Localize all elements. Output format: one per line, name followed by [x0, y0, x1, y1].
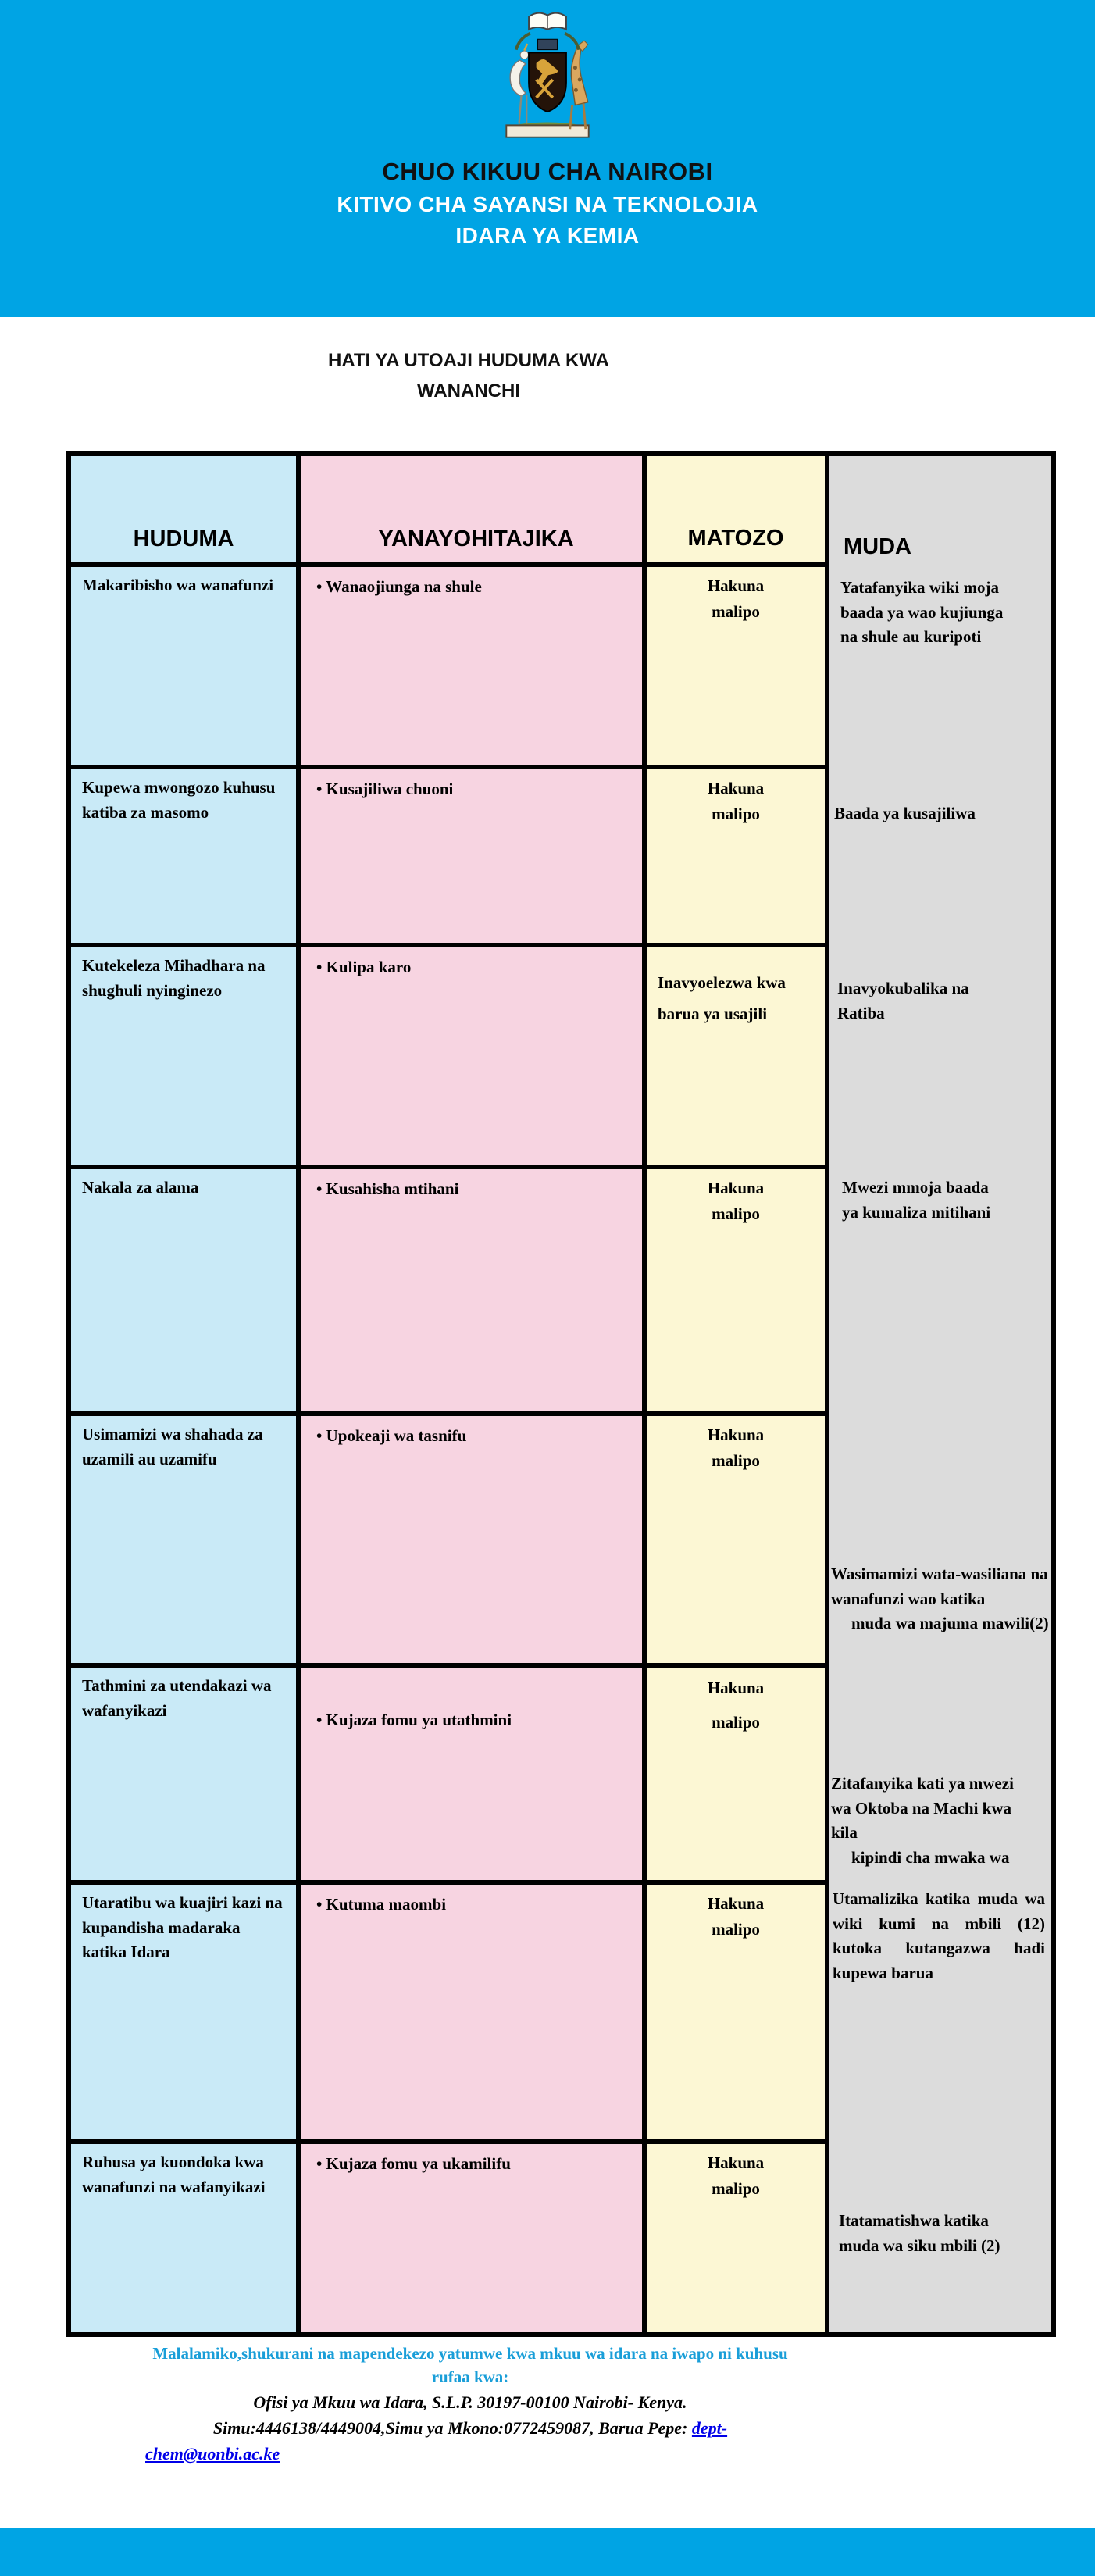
duration-cell [829, 1771, 1015, 1870]
requirement-cell: • Kulipa karo [301, 947, 647, 1169]
footer-note [145, 2342, 795, 2466]
column-header-yanayohitajika: YANAYOHITAJIKA [301, 456, 647, 567]
document-title-line1: HATI YA UTOAJI HUDUMA KWA [327, 350, 610, 371]
university-name: CHUO KIKUU CHA NAIROBI [382, 158, 713, 185]
huduma-cell: Utaratibu wa kuajiri kazi na kupandisha madaraka katika Idara [71, 1885, 301, 2144]
duration-text-indent: muda wa majuma mawili(2) [851, 1614, 1049, 1632]
phone-numbers: Simu:4446138/4449004,Simu ya Mkono:0772459087, Barua Pepe: [212, 2418, 692, 2438]
duration-text-indent: kipindi cha mwaka wa [851, 1847, 1010, 1867]
duration-cell [829, 1887, 1045, 1986]
huduma-cell: Tathmini za utendakazi wa wafanyikazi [71, 1668, 301, 1885]
duration-text: Utamalizika katika muda wa wiki kumi na mbili (12) kutoka kutangazwa hadi kupewa barua [833, 1889, 1045, 1982]
duration-text: Wasimamizi wata-wasiliana na wanafunzi wao katika [831, 1565, 1048, 1608]
huduma-cell: Nakala za alama [71, 1169, 301, 1416]
column-header-huduma: HUDUMA [71, 456, 301, 567]
requirement-cell: • Kusajiliwa chuoni [301, 769, 647, 947]
document-title [0, 345, 937, 406]
requirement-cell: • Kusahisha mtihani [301, 1169, 647, 1416]
fee-text: Hakuna malipo [707, 1179, 765, 1223]
fee-text: Hakuna malipo [707, 1894, 765, 1939]
contact-line-2 [145, 2442, 795, 2466]
requirement-cell: • Kujaza fomu ya utathmini [301, 1668, 647, 1885]
duration-text: Yatafanyika wiki moja baada ya wao kujiunga na shule au kuripoti [840, 578, 1004, 646]
duration-cell [829, 576, 1011, 650]
contact-line [145, 2416, 795, 2440]
fee-text: Hakuna malipo [707, 779, 765, 823]
fee-text: Hakuna malipo [707, 1425, 765, 1470]
fee-text: Hakuna malipo [707, 2153, 765, 2198]
duration-text: Itatamatishwa katika muda wa siku mbili (2) [839, 2211, 1000, 2255]
duration-cell [829, 1562, 1051, 1636]
huduma-cell: Usimamizi wa shahada za uzamili au uzamifu [71, 1416, 301, 1668]
fee-cell [647, 2144, 825, 2332]
fee-cell [647, 947, 825, 1169]
duration-text: Mwezi mmoja baada ya kumaliza mitihani [842, 1178, 991, 1222]
requirement-cell: • Kutuma maombi [301, 1885, 647, 2144]
email-link[interactable]: chem@uonbi.ac.ke [145, 2444, 280, 2464]
department-name: IDARA YA KEMIA [455, 223, 640, 248]
huduma-cell: Kutekeleza Mihadhara na shughuli nyinginezo [71, 947, 301, 1169]
fee-cell [647, 769, 825, 947]
duration-cell [829, 2209, 1015, 2258]
duration-text: Zitafanyika kati ya mwezi wa Oktoba na Machi kwa kila [831, 1774, 1014, 1842]
charter-table-grid [71, 456, 825, 2332]
fee-cell [647, 1668, 825, 1885]
fee-cell [647, 567, 825, 769]
fee-text: Hakuna malipo [707, 1679, 765, 1732]
huduma-cell: Makaribisho wa wanafunzi [71, 567, 301, 769]
requirement-cell: • Upokeaji wa tasnifu [301, 1416, 647, 1668]
duration-column [825, 456, 1051, 2332]
duration-cell [829, 1176, 994, 1225]
huduma-cell: Ruhusa ya kuondoka kwa wanafunzi na wafanyikazi [71, 2144, 301, 2332]
requirement-cell: • Wanaojiunga na shule [301, 567, 647, 769]
complaints-note: Malalamiko,shukurani na mapendekezo yatumwe kwa mkuu wa idara na iwapo ni kuhusu rufaa kwa: [152, 2344, 788, 2386]
office-address: Ofisi ya Mkuu wa Idara, S.L.P. 30197-00100 Nairobi- Kenya. [253, 2392, 687, 2412]
charter-table [66, 451, 1056, 2337]
duration-cell [829, 801, 1051, 826]
duration-text: Inavyokubalika na Ratiba [837, 979, 969, 1022]
banner-content [16, 8, 1079, 248]
university-crest-icon [490, 8, 605, 150]
duration-text: Baada ya kusajiliwa [834, 804, 976, 822]
fee-cell [647, 1416, 825, 1668]
requirement-cell: • Kujaza fomu ya ukamilifu [301, 2144, 647, 2332]
faculty-name: KITIVO CHA SAYANSI NA TEKNOLOJIA [337, 192, 758, 216]
email-link[interactable]: dept- [691, 2418, 728, 2438]
header-banner [0, 0, 1095, 317]
huduma-cell: Kupewa mwongozo kuhusu katiba za masomo [71, 769, 301, 947]
fee-text: Inavyoelezwa kwa barua ya usajili [658, 973, 786, 1023]
column-header-muda: MUDA [844, 534, 911, 559]
document-title-line2: WANANCHI [417, 380, 520, 401]
footer-bar [0, 2528, 1095, 2576]
fee-cell [647, 1169, 825, 1416]
duration-cell [829, 976, 1001, 1026]
fee-text: Hakuna malipo [707, 576, 765, 621]
fee-cell [647, 1885, 825, 2144]
column-header-matozo: MATOZO [647, 456, 825, 567]
